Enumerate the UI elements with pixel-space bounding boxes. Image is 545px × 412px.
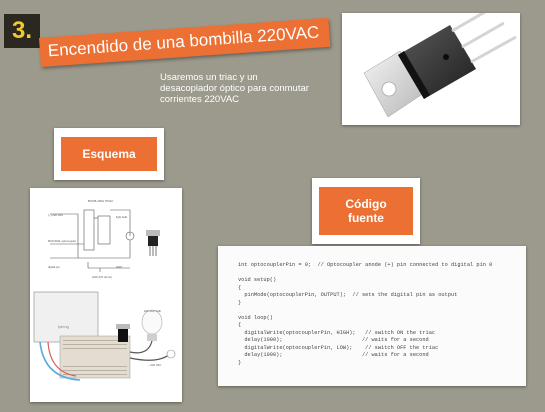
code-label-card — [312, 178, 420, 244]
schematic-text-board: Ipiring — [58, 324, 69, 329]
code-label-line-1: Código — [345, 197, 387, 211]
intro-text — [160, 72, 350, 105]
triac-photo — [342, 13, 520, 125]
code-line: } — [238, 299, 242, 306]
code-line: } — [238, 359, 242, 366]
schematic-label: Esquema — [61, 137, 157, 171]
schematic-text-triac: BTA08-400G TRIAC — [88, 199, 114, 203]
schematic-text-moc: MOC3011 optocoupler — [48, 239, 76, 243]
arduino-board — [34, 292, 98, 342]
code-line: digitalWrite(optocouplerPin, HIGH); // switch ON the triac — [238, 329, 436, 336]
code-label-line-2: fuente — [347, 211, 384, 225]
code-line: void setup() — [238, 277, 277, 283]
schematic-text-mains: ~ 220 VAC — [148, 363, 162, 367]
source-code — [238, 262, 492, 367]
code-line: int optocouplerPin = 0; // Optocoupler anode (+) pin connected to digital pin 0 — [238, 262, 493, 268]
intro-line-3: corrientes 220VAC — [160, 94, 240, 105]
intro-line-1: Usaremos un triac y un — [160, 72, 258, 83]
schematic-card — [30, 188, 182, 402]
schematic-text-vac: (~) 220 VAC — [48, 213, 64, 217]
slide-title: Encendido de una bombilla 220VAC — [39, 18, 330, 67]
schematic-text-resistor: (220-470 ohms) — [92, 275, 112, 279]
schematic-text-light: light bulb — [116, 215, 128, 219]
code-line: void loop() — [238, 314, 273, 321]
code-line: { — [238, 322, 242, 328]
plug-icon — [167, 350, 175, 358]
code-line — [238, 270, 492, 278]
light-bulb-icon — [142, 310, 162, 334]
code-line: { — [238, 284, 242, 291]
code-line — [238, 307, 492, 315]
schematic-text-digital: digital pin — [48, 265, 60, 269]
intro-line-2: desacoplador óptico para conmutar — [160, 83, 309, 94]
code-line: delay(1000); // waits for a second — [238, 352, 429, 358]
code-label — [319, 187, 413, 235]
schematic-text-bulb: 220 VAC bulb — [144, 309, 162, 313]
schematic-label-card — [54, 128, 164, 180]
schematic-text-gnd: GND — [116, 265, 123, 269]
schematic-diagram — [30, 188, 182, 402]
source-code-card — [218, 246, 526, 386]
slide-number-badge: 3. — [4, 14, 40, 48]
breadboard — [60, 336, 130, 378]
triac-component-image — [342, 13, 520, 125]
code-line: delay(1000); // waits for a second — [238, 337, 429, 343]
code-line: digitalWrite(optocouplerPin, LOW); // switch OFF the triac — [238, 344, 439, 351]
code-line: pinMode(optocouplerPin, OUTPUT); // sets the digital pin as output — [238, 292, 458, 298]
